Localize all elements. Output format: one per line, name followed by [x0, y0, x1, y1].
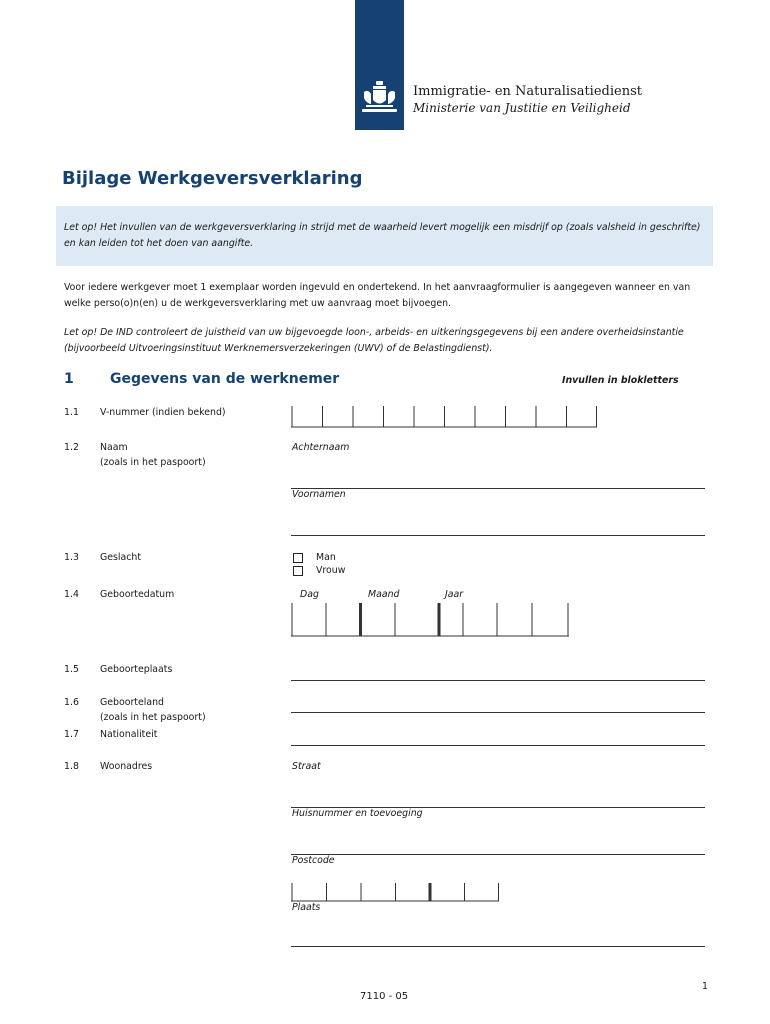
geboorteland-sublabel: (zoals in het paspoort) — [100, 712, 206, 723]
postcode-label: Postcode — [292, 855, 335, 866]
field-label-geboorteplaats: Geboorteplaats — [100, 664, 173, 675]
page-number: 1 — [702, 981, 708, 992]
postcode-input[interactable] — [291, 883, 501, 902]
form-code: 7110 - 05 — [360, 991, 409, 1002]
section-title: Gegevens van de werknemer — [110, 371, 340, 387]
section-number: 1 — [64, 371, 74, 387]
warning-text: Let op! Het invullen van de werkgeversverklaring in strijd met de waarheid levert mogelijk een misdrijf op (zoals valsheid in geschrifte) en kan leiden tot het doen van aangifte. — [64, 222, 701, 249]
achternaam-input[interactable] — [291, 488, 705, 489]
field-number: 1.2 — [64, 442, 79, 453]
ministry-name: Ministerie van Justitie en Veiligheid — [413, 101, 631, 115]
field-number: 1.1 — [64, 407, 79, 418]
field-label-geboortedatum: Geboortedatum — [100, 589, 175, 600]
field-number: 1.3 — [64, 552, 79, 563]
document-title: Bijlage Werkgeversverklaring — [62, 168, 363, 189]
plaats-input[interactable] — [291, 946, 705, 947]
voornamen-label: Voornamen — [292, 489, 346, 500]
logo-bar — [355, 0, 404, 130]
field-number: 1.5 — [64, 664, 79, 675]
org-name: Immigratie- en Naturalisatiedienst — [413, 84, 642, 99]
field-label-v-number: V-nummer (indien bekend) — [100, 407, 226, 418]
maand-label: Maand — [368, 589, 400, 600]
coat-of-arms-icon — [359, 80, 400, 116]
dag-label: Dag — [300, 589, 319, 600]
field-number: 1.4 — [64, 589, 79, 600]
geboorteland-input[interactable] — [291, 712, 705, 713]
field-number: 1.8 — [64, 761, 79, 772]
ind-check-warning: Let op! De IND controleert de juistheid van uw bijgevoegde loon-, arbeids- en uitkeringsgegevens bij een andere overheidsinstantie (bijvoorbeeld Uitvoeringsinstituut Werknemersverzekeringen (UWV) of de Belastingdienst). — [64, 327, 684, 354]
achternaam-label: Achternaam — [292, 442, 350, 453]
plaats-label: Plaats — [292, 902, 321, 913]
man-checkbox[interactable] — [293, 553, 303, 563]
field-number: 1.6 — [64, 697, 79, 708]
vrouw-option-label: Vrouw — [316, 565, 346, 576]
geboorteplaats-input[interactable] — [291, 680, 705, 681]
huisnummer-input[interactable] — [291, 854, 705, 855]
jaar-label: Jaar — [445, 589, 464, 600]
geboorteland-label: Geboorteland — [100, 697, 164, 708]
field-label-geboorteland — [100, 695, 206, 725]
field-label-geslacht: Geslacht — [100, 552, 142, 563]
field-label-woonadres: Woonadres — [100, 761, 153, 772]
field-number: 1.7 — [64, 729, 79, 740]
v-number-input[interactable] — [291, 406, 599, 428]
field-label-nationaliteit: Nationaliteit — [100, 729, 158, 740]
voornamen-input[interactable] — [291, 535, 705, 536]
naam-label: Naam — [100, 442, 128, 453]
geboortedatum-input[interactable] — [291, 603, 571, 637]
intro-text: Voor iedere werkgever moet 1 exemplaar worden ingevuld en ondertekend. In het aanvraagformulier is aangegeven wanneer en van welke perso(o)n(en) u de werkgeversverklaring met uw aanvraag moet bijvoegen. — [64, 282, 691, 309]
straat-label: Straat — [292, 761, 321, 772]
nationaliteit-input[interactable] — [291, 745, 705, 746]
vrouw-checkbox[interactable] — [293, 566, 303, 576]
man-option-label: Man — [316, 552, 336, 563]
huisnummer-label: Huisnummer en toevoeging — [292, 808, 423, 819]
section-note: Invullen in blokletters — [562, 375, 679, 386]
naam-sublabel: (zoals in het paspoort) — [100, 457, 206, 468]
field-label-naam — [100, 440, 206, 470]
